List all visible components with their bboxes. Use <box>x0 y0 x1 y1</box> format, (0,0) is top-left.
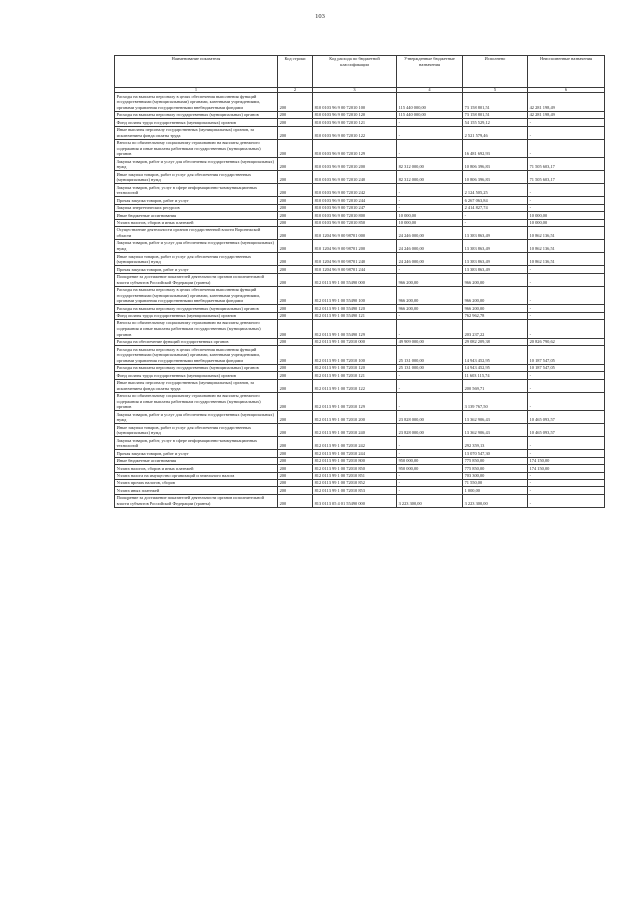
line-code-cell: 200 <box>278 240 313 253</box>
unexecuted-cell: - <box>528 305 605 312</box>
executed-cell: 775 850,00 <box>463 465 528 472</box>
header-budget-classification-code: Код расхода по бюджетной классификации <box>313 56 397 88</box>
page-number: 103 <box>315 13 325 20</box>
line-code-cell: 200 <box>278 424 313 437</box>
classification-code-cell: 812 0113 99 1 00 55490 100 <box>313 286 397 305</box>
approved-cell: - <box>397 392 463 411</box>
table-row <box>115 286 605 305</box>
executed-cell: 200 569,71 <box>463 379 528 392</box>
approved-cell: 950 000,00 <box>397 457 463 464</box>
approved-cell: - <box>397 312 463 319</box>
executed-cell: 13 383 863,49 <box>463 253 528 266</box>
approved-cell: - <box>397 480 463 487</box>
table-row <box>115 126 605 139</box>
header-approved-appropriations: Утвержденные бюджетные назначения <box>397 56 463 88</box>
table-row <box>115 212 605 219</box>
unexecuted-cell: - <box>528 266 605 273</box>
approved-cell: - <box>397 450 463 457</box>
unexecuted-cell: - <box>528 480 605 487</box>
classification-code-cell: 810 0103 96 9 00 72010 120 <box>313 111 397 118</box>
table-row <box>115 379 605 392</box>
line-code-cell: 200 <box>278 312 313 319</box>
executed-cell: 2 521 579,46 <box>463 126 528 139</box>
table-row <box>115 253 605 266</box>
indicator-name-cell: Закупка товаров, работ и услуг для обеспечения государственных (муниципальных) нужд <box>115 158 278 171</box>
executed-cell: 966 200,00 <box>463 305 528 312</box>
approved-cell: 82 312 000,00 <box>397 171 463 184</box>
indicator-name-cell: Расходы на выплаты персоналу в целях обеспечения выполнения функций государственными (муниципальными) органами, казенными учреждениями, органами управления государственными внебюджетными фондами <box>115 346 278 365</box>
column-number: 6 <box>528 87 605 92</box>
unexecuted-cell: 71 505 603,17 <box>528 171 605 184</box>
column-number: 2 <box>278 87 313 92</box>
classification-code-cell: 812 0113 99 1 00 55490 129 <box>313 320 397 339</box>
unexecuted-cell: - <box>528 494 605 507</box>
classification-code-cell: 810 0103 96 9 00 72010 122 <box>313 126 397 139</box>
line-code-cell: 200 <box>278 119 313 126</box>
executed-cell: 14 943 452,95 <box>463 364 528 371</box>
table-row <box>115 364 605 371</box>
unexecuted-cell: 42 281 198,49 <box>528 111 605 118</box>
table-row <box>115 450 605 457</box>
unexecuted-cell: - <box>528 320 605 339</box>
unexecuted-cell: 42 281 198,49 <box>528 93 605 112</box>
unexecuted-cell: - <box>528 472 605 479</box>
unexecuted-cell: 71 505 603,17 <box>528 158 605 171</box>
executed-cell: 966 200,00 <box>463 273 528 286</box>
unexecuted-cell: - <box>528 312 605 319</box>
indicator-name-cell: Расходы на обеспечение функций государственных органов <box>115 338 278 345</box>
approved-cell: 23 828 000,00 <box>397 411 463 424</box>
indicator-name-cell: Поощрение за достижение показателей деятельности органов исполнительной власти субъектов Российской Федерации (гранты) <box>115 273 278 286</box>
line-code-cell: 200 <box>278 227 313 240</box>
indicator-name-cell: Взносы по обязательному социальному страхованию на выплаты денежного содержания и иные выплаты работникам государственных (муниципальных) органов <box>115 139 278 158</box>
unexecuted-cell: - <box>528 197 605 204</box>
table-row <box>115 424 605 437</box>
approved-cell: - <box>397 204 463 211</box>
unexecuted-cell: - <box>528 487 605 494</box>
indicator-name-cell: Уплата налогов, сборов и иных платежей <box>115 465 278 472</box>
table-row <box>115 204 605 211</box>
table-row <box>115 93 605 112</box>
executed-cell: 203 237,22 <box>463 320 528 339</box>
table-row <box>115 273 605 286</box>
executed-cell: 703 300,00 <box>463 472 528 479</box>
approved-cell: - <box>397 266 463 273</box>
line-code-cell: 200 <box>278 472 313 479</box>
table-row <box>115 227 605 240</box>
indicator-name-cell: Закупка товаров, работ и услуг для обеспечения государственных (муниципальных) нужд <box>115 240 278 253</box>
approved-cell: 115 440 000,00 <box>397 93 463 112</box>
line-code-cell: 200 <box>278 450 313 457</box>
table-row <box>115 320 605 339</box>
indicator-name-cell: Иные закупки товаров, работ и услуг для обеспечения государственных (муниципальных) нужд <box>115 424 278 437</box>
executed-cell: - <box>463 219 528 226</box>
classification-code-cell: 812 0113 99 1 00 72010 100 <box>313 346 397 365</box>
line-code-cell: 200 <box>278 364 313 371</box>
budget-execution-table <box>114 55 605 508</box>
indicator-name-cell: Иные выплаты персоналу государственных (муниципальных) органов, за исключением фонда оплаты труда <box>115 379 278 392</box>
line-code-cell: 200 <box>278 171 313 184</box>
table-body <box>115 93 605 508</box>
table-row <box>115 494 605 507</box>
classification-code-cell: 812 0113 99 1 00 55490 120 <box>313 305 397 312</box>
line-code-cell: 200 <box>278 204 313 211</box>
indicator-name-cell: Прочая закупка товаров, работ и услуг <box>115 450 278 457</box>
line-code-cell: 200 <box>278 305 313 312</box>
unexecuted-cell: 174 150,00 <box>528 457 605 464</box>
classification-code-cell: 812 0113 99 1 00 72010 244 <box>313 450 397 457</box>
approved-cell: 966 200,00 <box>397 305 463 312</box>
executed-cell: 14 943 452,95 <box>463 346 528 365</box>
table-row <box>115 219 605 226</box>
classification-code-cell: 810 0103 96 9 00 72010 121 <box>313 119 397 126</box>
indicator-name-cell: Фонд оплаты труда государственных (муниципальных) органов <box>115 119 278 126</box>
header-executed: Исполнено <box>463 56 528 88</box>
line-code-cell: 200 <box>278 437 313 450</box>
table-row <box>115 480 605 487</box>
unexecuted-cell: - <box>528 437 605 450</box>
table-row <box>115 266 605 273</box>
line-code-cell: 200 <box>278 253 313 266</box>
indicator-name-cell: Закупка энергетических ресурсов <box>115 204 278 211</box>
table-row <box>115 111 605 118</box>
approved-cell: 24 246 000,00 <box>397 253 463 266</box>
classification-code-cell: 812 0113 99 1 00 55490 121 <box>313 312 397 319</box>
unexecuted-cell: - <box>528 273 605 286</box>
unexecuted-cell: - <box>528 372 605 379</box>
line-code-cell: 200 <box>278 346 313 365</box>
indicator-name-cell: Уплата иных платежей <box>115 487 278 494</box>
classification-code-cell: 810 1204 96 9 00 98701 200 <box>313 240 397 253</box>
executed-cell: 6 267 063,84 <box>463 197 528 204</box>
line-code-cell: 200 <box>278 158 313 171</box>
classification-code-cell: 810 0103 96 9 00 72010 244 <box>313 197 397 204</box>
line-code-cell: 200 <box>278 139 313 158</box>
table-row <box>115 158 605 171</box>
classification-code-cell: 810 1204 96 9 00 98701 240 <box>313 253 397 266</box>
line-code-cell: 200 <box>278 184 313 197</box>
approved-cell: 10 000,00 <box>397 212 463 219</box>
executed-cell: 29 082 209,38 <box>463 338 528 345</box>
table-row <box>115 346 605 365</box>
approved-cell: - <box>397 437 463 450</box>
table-row <box>115 197 605 204</box>
approved-cell: - <box>397 184 463 197</box>
indicator-name-cell: Взносы по обязательному социальному страхованию на выплаты денежного содержания и иные выплаты работникам государственных (муниципальных) органов <box>115 320 278 339</box>
classification-code-cell: 810 0103 96 9 00 72010 242 <box>313 184 397 197</box>
indicator-name-cell: Поощрение за достижение показателей деятельности органов исполнительной власти субъектов Российской Федерации (гранты) <box>115 494 278 507</box>
table-row <box>115 465 605 472</box>
column-number: 1 <box>115 87 278 92</box>
approved-cell: - <box>397 487 463 494</box>
executed-cell: 13 362 906,43 <box>463 411 528 424</box>
line-code-cell: 200 <box>278 126 313 139</box>
header-indicator-name: Наименование показателя <box>115 56 278 88</box>
unexecuted-cell: - <box>528 204 605 211</box>
approved-cell: 23 828 000,00 <box>397 424 463 437</box>
classification-code-cell: 810 0103 96 9 00 72010 100 <box>313 93 397 112</box>
unexecuted-cell: - <box>528 450 605 457</box>
approved-cell: 24 246 000,00 <box>397 240 463 253</box>
executed-cell: 762 962,78 <box>463 312 528 319</box>
approved-cell: 82 312 000,00 <box>397 158 463 171</box>
unexecuted-cell: 10 862 136,51 <box>528 227 605 240</box>
line-code-cell: 200 <box>278 411 313 424</box>
classification-code-cell: 812 0113 99 1 00 72010 120 <box>313 364 397 371</box>
classification-code-cell: 812 0113 99 1 00 72010 240 <box>313 424 397 437</box>
executed-cell: 13 383 863,49 <box>463 240 528 253</box>
indicator-name-cell: Иные бюджетные ассигнования <box>115 212 278 219</box>
executed-cell: 13 383 863,49 <box>463 266 528 273</box>
unexecuted-cell: 10 000,00 <box>528 219 605 226</box>
table-row <box>115 184 605 197</box>
classification-code-cell: 812 0113 99 1 00 72010 851 <box>313 472 397 479</box>
unexecuted-cell: 20 826 790,62 <box>528 338 605 345</box>
classification-code-cell: 810 0103 96 9 00 72010 129 <box>313 139 397 158</box>
line-code-cell: 200 <box>278 465 313 472</box>
approved-cell: - <box>397 197 463 204</box>
indicator-name-cell: Уплата налога на имущество организаций и земельного налога <box>115 472 278 479</box>
indicator-name-cell: Иные закупки товаров, работ и услуг для обеспечения государственных (муниципальных) нужд <box>115 171 278 184</box>
classification-code-cell: 812 0113 99 1 00 72010 242 <box>313 437 397 450</box>
line-code-cell: 200 <box>278 266 313 273</box>
classification-code-cell: 812 0113 99 1 00 72010 121 <box>313 372 397 379</box>
classification-code-cell: 813 0113 05 4 01 55490 000 <box>313 494 397 507</box>
approved-cell: - <box>397 372 463 379</box>
executed-cell: 10 806 396,83 <box>463 158 528 171</box>
unexecuted-cell: 10 187 547,05 <box>528 346 605 365</box>
line-code-cell: 200 <box>278 338 313 345</box>
classification-code-cell: 812 0113 99 1 00 72010 853 <box>313 487 397 494</box>
indicator-name-cell: Уплата прочих налогов, сборов <box>115 480 278 487</box>
approved-cell: - <box>397 320 463 339</box>
unexecuted-cell: - <box>528 184 605 197</box>
approved-cell: 966 200,00 <box>397 286 463 305</box>
table-header-row <box>115 56 605 88</box>
line-code-cell: 200 <box>278 93 313 112</box>
line-code-cell: 200 <box>278 494 313 507</box>
line-code-cell: 200 <box>278 273 313 286</box>
indicator-name-cell: Прочая закупка товаров, работ и услуг <box>115 266 278 273</box>
approved-cell: 115 440 000,00 <box>397 111 463 118</box>
executed-cell: 966 200,00 <box>463 286 528 305</box>
executed-cell: 13 070 547,30 <box>463 450 528 457</box>
classification-code-cell: 810 0103 96 9 00 72010 200 <box>313 158 397 171</box>
classification-code-cell: 812 0113 99 1 00 72010 852 <box>313 480 397 487</box>
executed-cell: 13 383 863,49 <box>463 227 528 240</box>
indicator-name-cell: Взносы по обязательному социальному страхованию на выплаты денежного содержания и иные выплаты работникам государственных (муниципальных) органов <box>115 392 278 411</box>
unexecuted-cell: - <box>528 392 605 411</box>
table-row <box>115 312 605 319</box>
executed-cell: 292 359,13 <box>463 437 528 450</box>
line-code-cell: 200 <box>278 197 313 204</box>
classification-code-cell: 812 0113 99 1 00 72010 200 <box>313 411 397 424</box>
executed-cell: 73 158 801,51 <box>463 111 528 118</box>
table-row <box>115 338 605 345</box>
header-unexecuted-appropriations: Неисполненные назначения <box>528 56 605 88</box>
unexecuted-cell: 10 465 093,57 <box>528 424 605 437</box>
executed-cell: 2 414 827,74 <box>463 204 528 211</box>
indicator-name-cell: Закупка товаров, работ, услуг в сфере информационно-коммуникационных технологий <box>115 184 278 197</box>
approved-cell: - <box>397 126 463 139</box>
unexecuted-cell: - <box>528 139 605 158</box>
unexecuted-cell: 10 187 547,05 <box>528 364 605 371</box>
indicator-name-cell: Расходы на выплаты персоналу государственных (муниципальных) органов <box>115 305 278 312</box>
approved-cell: 24 246 000,00 <box>397 227 463 240</box>
line-code-cell: 200 <box>278 111 313 118</box>
executed-cell: 71 550,00 <box>463 480 528 487</box>
approved-cell: - <box>397 119 463 126</box>
approved-cell: 49 909 000,00 <box>397 338 463 345</box>
indicator-name-cell: Фонд оплаты труда государственных (муниципальных) органов <box>115 372 278 379</box>
classification-code-cell: 812 0113 99 1 00 72010 000 <box>313 338 397 345</box>
column-number: 5 <box>463 87 528 92</box>
table-row <box>115 437 605 450</box>
table-row <box>115 139 605 158</box>
line-code-cell: 200 <box>278 379 313 392</box>
line-code-cell: 200 <box>278 392 313 411</box>
indicator-name-cell: Иные закупки товаров, работ и услуг для обеспечения государственных (муниципальных) нужд <box>115 253 278 266</box>
approved-cell: - <box>397 472 463 479</box>
line-code-cell: 200 <box>278 219 313 226</box>
table-row <box>115 171 605 184</box>
line-code-cell: 200 <box>278 212 313 219</box>
classification-code-cell: 810 0103 96 9 00 72010 240 <box>313 171 397 184</box>
line-code-cell: 200 <box>278 457 313 464</box>
indicator-name-cell: Иные бюджетные ассигнования <box>115 457 278 464</box>
indicator-name-cell: Расходы на выплаты персоналу государственных (муниципальных) органов <box>115 364 278 371</box>
executed-cell: 3 139 767,50 <box>463 392 528 411</box>
approved-cell: 10 000,00 <box>397 219 463 226</box>
unexecuted-cell: - <box>528 379 605 392</box>
line-code-cell: 200 <box>278 487 313 494</box>
line-code-cell: 200 <box>278 320 313 339</box>
classification-code-cell: 810 1204 96 9 00 98701 244 <box>313 266 397 273</box>
classification-code-cell: 812 0113 99 1 00 55490 000 <box>313 273 397 286</box>
executed-cell: 73 158 801,51 <box>463 93 528 112</box>
executed-cell: 775 850,00 <box>463 457 528 464</box>
classification-code-cell: 810 1204 96 9 00 98701 000 <box>313 227 397 240</box>
classification-code-cell: 812 0113 99 1 00 72010 122 <box>313 379 397 392</box>
executed-cell: 2 124 505,25 <box>463 184 528 197</box>
classification-code-cell: 810 0103 96 9 00 72010 247 <box>313 204 397 211</box>
approved-cell: 25 131 000,00 <box>397 346 463 365</box>
classification-code-cell: 812 0113 99 1 00 72010 800 <box>313 457 397 464</box>
indicator-name-cell: Осуществление деятельности органов государственной власти Воронежской области <box>115 227 278 240</box>
table-row <box>115 240 605 253</box>
executed-cell: 13 362 906,43 <box>463 424 528 437</box>
executed-cell: 11 603 115,74 <box>463 372 528 379</box>
classification-code-cell: 812 0113 99 1 00 72010 129 <box>313 392 397 411</box>
classification-code-cell: 810 0103 96 9 00 72010 800 <box>313 212 397 219</box>
table-row <box>115 372 605 379</box>
approved-cell: 966 200,00 <box>397 273 463 286</box>
table-row <box>115 472 605 479</box>
executed-cell: - <box>463 212 528 219</box>
table-row <box>115 305 605 312</box>
approved-cell: - <box>397 139 463 158</box>
unexecuted-cell: - <box>528 119 605 126</box>
executed-cell: 54 155 529,12 <box>463 119 528 126</box>
indicator-name-cell: Расходы на выплаты персоналу государственных (муниципальных) органов <box>115 111 278 118</box>
unexecuted-cell: - <box>528 286 605 305</box>
approved-cell: 950 000,00 <box>397 465 463 472</box>
indicator-name-cell: Закупка товаров, работ и услуг для обеспечения государственных (муниципальных) нужд <box>115 411 278 424</box>
line-code-cell: 200 <box>278 372 313 379</box>
indicator-name-cell: Иные выплаты персоналу государственных (муниципальных) органов, за исключением фонда оплаты труда <box>115 126 278 139</box>
classification-code-cell: 812 0113 99 1 00 72010 850 <box>313 465 397 472</box>
indicator-name-cell: Уплата налогов, сборов и иных платежей <box>115 219 278 226</box>
line-code-cell: 200 <box>278 480 313 487</box>
unexecuted-cell: 10 465 093,57 <box>528 411 605 424</box>
indicator-name-cell: Расходы на выплаты персоналу в целях обеспечения выполнения функций государственными (муниципальными) органами, казенными учреждениями, органами управления государственными внебюджетными фондами <box>115 286 278 305</box>
indicator-name-cell: Фонд оплаты труда государственных (муниципальных) органов <box>115 312 278 319</box>
executed-cell: 1 000,00 <box>463 487 528 494</box>
indicator-name-cell: Прочая закупка товаров, работ и услуг <box>115 197 278 204</box>
unexecuted-cell: 174 150,00 <box>528 465 605 472</box>
table-row <box>115 119 605 126</box>
executed-cell: 16 481 692,93 <box>463 139 528 158</box>
table-row <box>115 411 605 424</box>
table-row <box>115 487 605 494</box>
unexecuted-cell: 10 000,00 <box>528 212 605 219</box>
table-row <box>115 392 605 411</box>
column-number: 4 <box>397 87 463 92</box>
approved-cell: - <box>397 379 463 392</box>
approved-cell: 25 131 000,00 <box>397 364 463 371</box>
executed-cell: 3 223 300,00 <box>463 494 528 507</box>
executed-cell: 10 806 396,83 <box>463 171 528 184</box>
classification-code-cell: 810 0103 96 9 00 72010 850 <box>313 219 397 226</box>
table-row <box>115 457 605 464</box>
column-number: 3 <box>313 87 397 92</box>
unexecuted-cell: 10 862 136,51 <box>528 253 605 266</box>
indicator-name-cell: Закупка товаров, работ, услуг в сфере информационно-коммуникационных технологий <box>115 437 278 450</box>
line-code-cell: 200 <box>278 286 313 305</box>
header-line-code: Код строки <box>278 56 313 88</box>
unexecuted-cell: 10 862 136,51 <box>528 240 605 253</box>
unexecuted-cell: - <box>528 126 605 139</box>
indicator-name-cell: Расходы на выплаты персоналу в целях обеспечения выполнения функций государственными (муниципальными) органами, казенными учреждениями, органами управления государственными внебюджетными фондами <box>115 93 278 112</box>
approved-cell: 3 223 300,00 <box>397 494 463 507</box>
